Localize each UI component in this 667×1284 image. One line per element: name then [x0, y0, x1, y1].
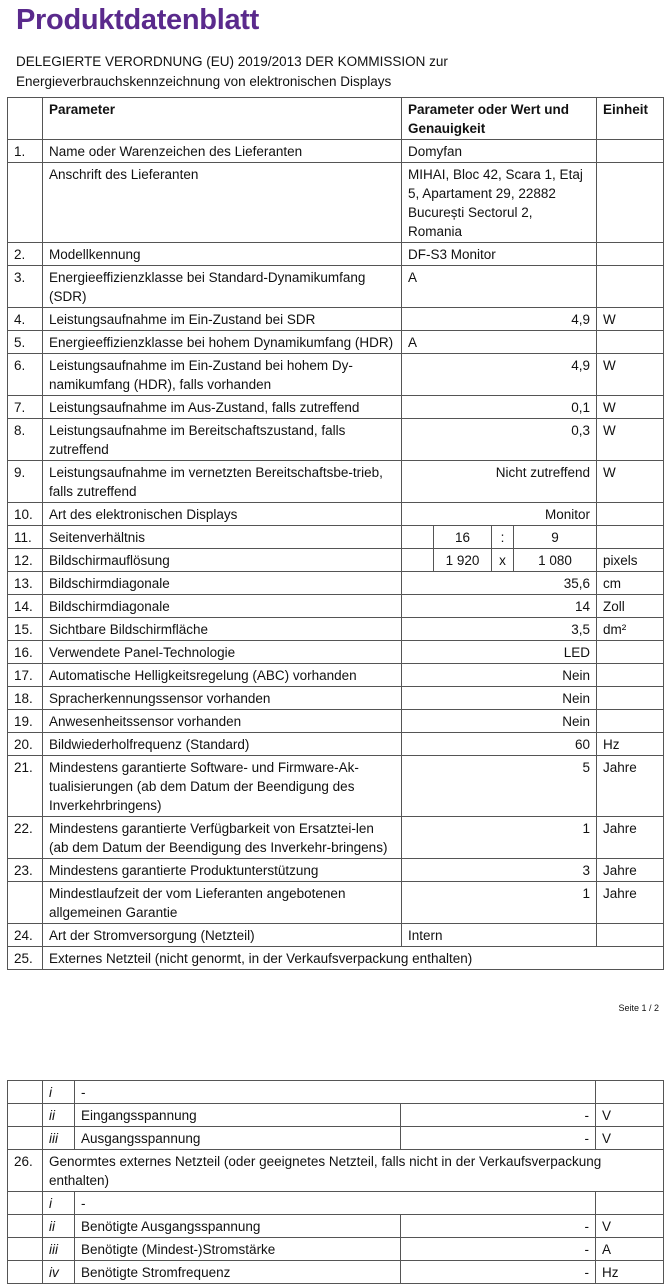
table-row: 9. Leistungsaufnahme im vernetzten Bereitschaftsbe-trieb, falls zutreffend Nicht zutreffend W [8, 461, 664, 503]
table-row: 14. Bildschirmdiagonale 14 Zoll [8, 595, 664, 618]
table-row: 10. Art des elektronischen Displays Monitor [8, 503, 664, 526]
table-row: 20. Bildwiederholfrequenz (Standard) 60 Hz [8, 733, 664, 756]
sub-row: ii Benötigte Ausgangsspannung - V [8, 1215, 664, 1238]
table-row: 4. Leistungsaufnahme im Ein-Zustand bei SDR 4,9 W [8, 308, 664, 331]
sub-row: iii Ausgangsspannung - V [8, 1127, 664, 1150]
header-value: Parameter oder Wert und Genauigkeit [402, 98, 597, 140]
table-row: 25. Externes Netzteil (nicht genormt, in der Verkaufsverpackung enthalten) [8, 947, 664, 970]
table-row: Mindestlaufzeit der vom Lieferanten angebotenen allgemeinen Garantie 1 Jahre [8, 882, 664, 924]
header-parameter: Parameter [43, 98, 402, 140]
table-row: 8. Leistungsaufnahme im Bereitschaftszustand, falls zutreffend 0,3 W [8, 419, 664, 461]
sub-row: iii Benötigte (Mindest-)Stromstärke - A [8, 1238, 664, 1261]
sub-row: i - [8, 1081, 664, 1104]
table-row: 2. Modellkennung DF-S3 Monitor [8, 243, 664, 266]
table-row: 3. Energieeffizienzklasse bei Standard-Dynamikumfang (SDR) A [8, 266, 664, 308]
table-row: 13. Bildschirmdiagonale 35,6 cm [8, 572, 664, 595]
table-row: 21. Mindestens garantierte Software- und Firmware-Ak-tualisierungen (ab dem Datum der Beendigung des Inverkehrbringens) 5 Jahre [8, 756, 664, 817]
regulation-subtitle [16, 52, 448, 92]
table-row: 18. Spracherkennungssensor vorhanden Nein [8, 687, 664, 710]
product-data-table [7, 97, 664, 970]
table-row: 1. Name oder Warenzeichen des Lieferanten Domyfan [8, 140, 664, 163]
subtitle-line-1: DELEGIERTE VERORDNUNG (EU) 2019/2013 DER KOMMISSION zur [16, 54, 448, 69]
table-row: 24. Art der Stromversorgung (Netzteil) Intern [8, 924, 664, 947]
table-row: 5. Energieeffizienzklasse bei hohem Dynamikumfang (HDR) A [8, 331, 664, 354]
table-row: 15. Sichtbare Bildschirmfläche 3,5 dm² [8, 618, 664, 641]
table-row: 22. Mindestens garantierte Verfügbarkeit von Ersatztei-len (ab dem Datum der Beendigung des Inverkehr-bringens) 1 Jahre [8, 817, 664, 859]
sub-row: ii Eingangsspannung - V [8, 1104, 664, 1127]
table-row: 16. Verwendete Panel-Technologie LED [8, 641, 664, 664]
page-number: Seite 1 / 2 [618, 1003, 659, 1013]
table-row: 17. Automatische Helligkeitsregelung (ABC) vorhanden Nein [8, 664, 664, 687]
power-supply-table [7, 1080, 664, 1284]
page-title: Produktdatenblatt [16, 4, 260, 36]
header-unit: Einheit [597, 98, 664, 140]
table-row: 6. Leistungsaufnahme im Ein-Zustand bei hohem Dy-namikumfang (HDR), falls vorhanden 4,9 W [8, 354, 664, 396]
table-header-row [8, 98, 664, 140]
table-row: 26. Genormtes externes Netzteil (oder geeignetes Netzteil, falls nicht in der Verkaufsverpackung enthalten) [8, 1150, 664, 1192]
table-row: 11. Seitenverhältnis 16 : 9 [8, 526, 664, 549]
table-row: 7. Leistungsaufnahme im Aus-Zustand, falls zutreffend 0,1 W [8, 396, 664, 419]
sub-row: i - [8, 1192, 664, 1215]
table-row: 12. Bildschirmauflösung 1 920 x 1 080 pixels [8, 549, 664, 572]
table-row: Anschrift des Lieferanten MIHAI, Bloc 42, Scara 1, Etaj 5, Apartament 29, 22882 București Sectorul 2, Romania [8, 163, 664, 243]
table-row: 19. Anwesenheitssensor vorhanden Nein [8, 710, 664, 733]
sub-row: iv Benötigte Stromfrequenz - Hz [8, 1261, 664, 1284]
table-row: 23. Mindestens garantierte Produktunterstützung 3 Jahre [8, 859, 664, 882]
subtitle-line-2: Energieverbrauchskennzeichnung von elektronischen Displays [16, 74, 392, 89]
